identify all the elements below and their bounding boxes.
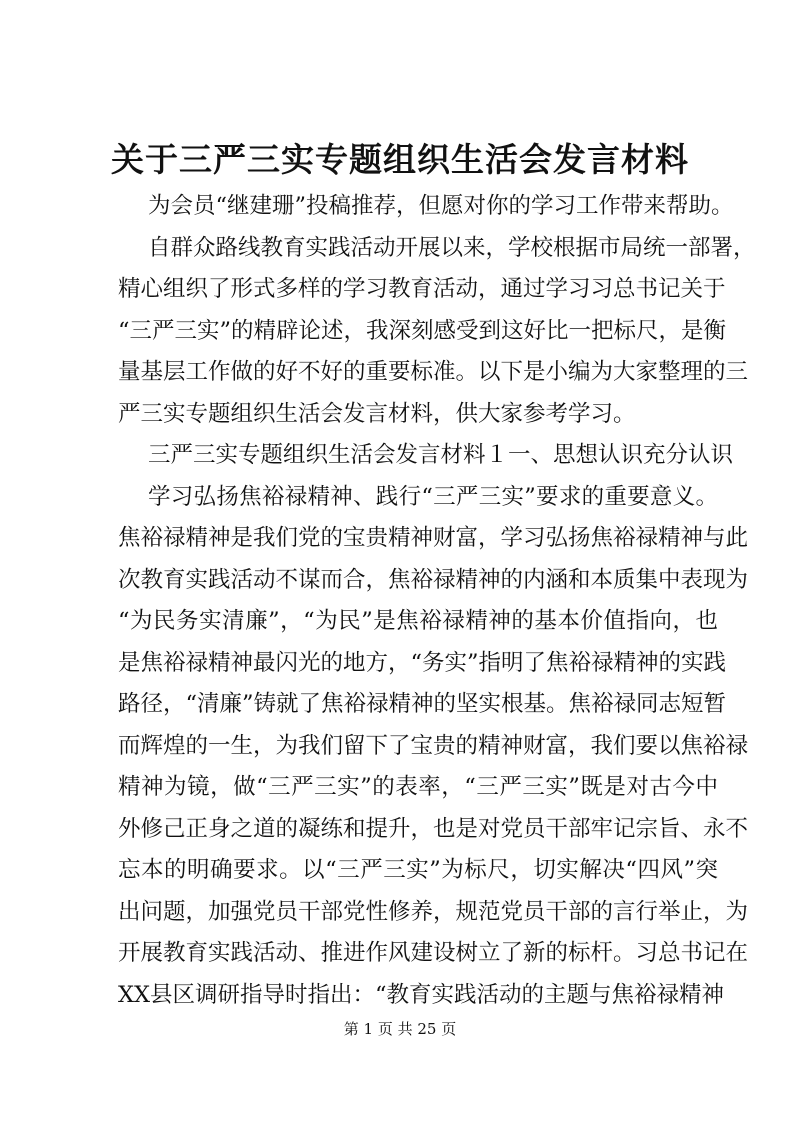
body-line: 精心组织了形式多样的学习教育活动，通过学习习总书记关于 — [118, 276, 726, 302]
body-line: 是焦裕禄精神最闪光的地方，“务实”指明了焦裕禄精神的实践 — [118, 649, 727, 676]
body-line: 自群众路线教育实践活动开展以来，学校根据市局统一部署， — [148, 234, 756, 261]
body-line: 学习弘扬焦裕禄精神、践行“三严三实”要求的重要意义。 — [148, 483, 718, 510]
body-line: XX县区调研指导时指出：“教育实践活动的主题与焦裕禄精神 — [118, 981, 725, 1008]
body-line: “为民务实清廉”，“为民”是焦裕禄精神的基本价值指向，也 — [118, 608, 718, 634]
body-line: 外修己正身之道的凝练和提升，也是对党员干部牢记宗旨、永不 — [118, 815, 749, 842]
body-line: 路径，“清廉”铸就了焦裕禄精神的坚实根基。焦裕禄同志短暂 — [118, 691, 727, 717]
body-line: 精神为镜，做“三严三实”的表率，“三严三实”既是对古今中 — [118, 774, 718, 800]
document-body — [118, 186, 756, 1016]
body-line: 次教育实践活动不谋而合，焦裕禄精神的内涵和本质集中表现为 — [118, 566, 749, 593]
body-line: “三严三实”的精辟论述，我深刻感受到这好比一把标尺，是衡 — [118, 317, 727, 344]
body-line: 出问题，加强党员干部党性修养，规范党员干部的言行举止，为 — [118, 898, 749, 925]
body-line: 为会员“继建珊”投稿推荐，但愿对你的学习工作带来帮助。 — [148, 193, 734, 219]
body-line: 开展教育实践活动、推进作风建设树立了新的标杆。习总书记在 — [118, 940, 749, 966]
document-title: 关于三严三实专题组织生活会发言材料 — [111, 140, 689, 179]
body-line: 三严三实专题组织生活会发言材料１一、思想认识充分认识 — [148, 442, 734, 468]
body-line: 忘本的明确要求。以“三严三实”为标尺，切实解决“四风”突 — [118, 857, 718, 883]
body-line: 而辉煌的一生，为我们留下了宝贵的精神财富，我们要以焦裕禄 — [118, 732, 749, 759]
body-line: 量基层工作做的好不好的重要标准。以下是小编为大家整理的三 — [118, 359, 749, 385]
body-line: 焦裕禄精神是我们党的宝贵精神财富，学习弘扬焦裕禄精神与此 — [118, 525, 749, 551]
body-line: 严三实专题组织生活会发言材料，供大家参考学习。 — [118, 400, 636, 427]
page-number: 第 1 页 共 25 页 — [343, 1020, 457, 1038]
